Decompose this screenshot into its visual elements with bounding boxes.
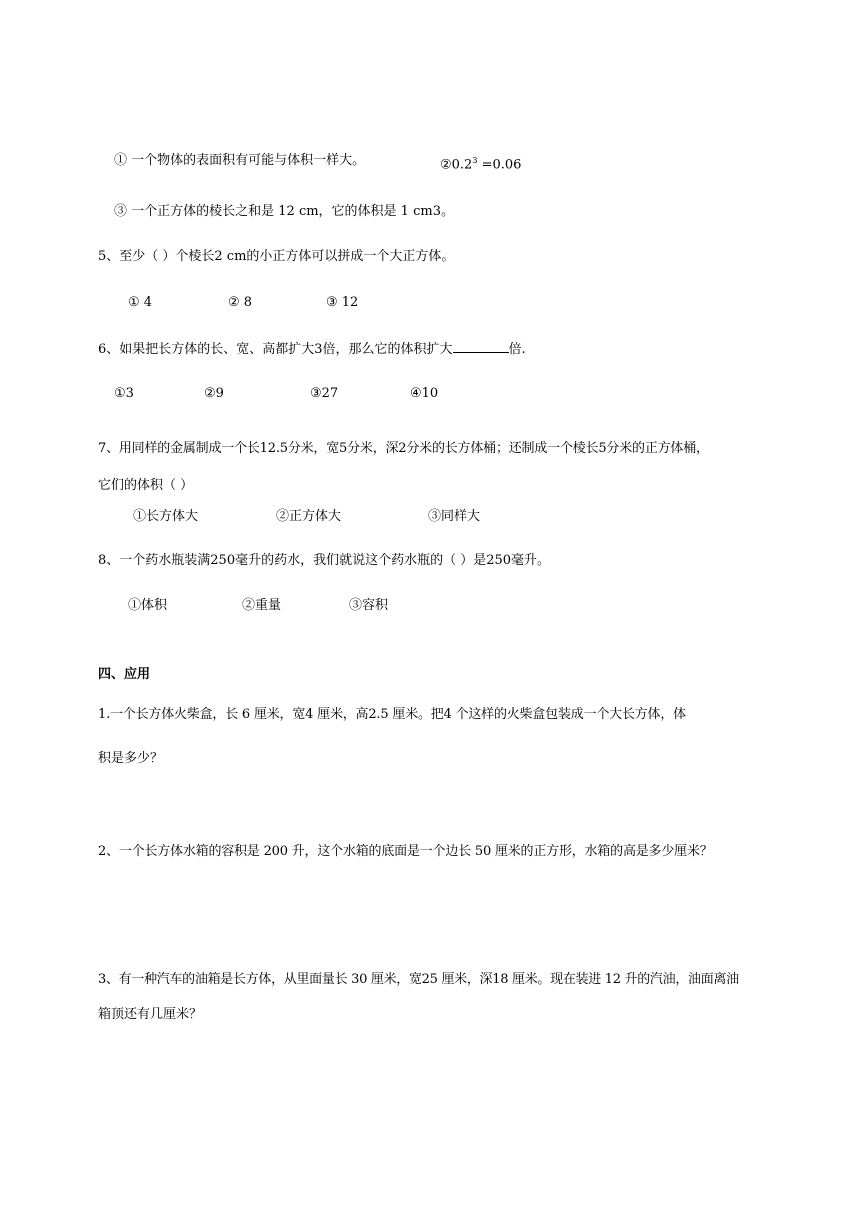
q4-item-2-exponent: 3 [472,156,478,165]
q6-option-1: ①3 [114,386,134,401]
q4-item-3: ③ 一个正方体的棱长之和是 12 cm，它的体积是 1 cm3。 [114,204,454,219]
q7-option-3: ③同样大 [428,509,481,524]
q4-item-2-base: ②0.2 [440,157,473,173]
problem-2: 2、一个长方体水箱的容积是 200 升，这个水箱的底面是一个边长 50 厘米的正方形，水箱的高是多少厘米？ [98,844,713,859]
problem-3-line-2: 箱顶还有几厘米？ [98,1007,203,1022]
q6-option-3: ③27 [310,386,339,401]
q5-option-2: ② 8 [228,295,253,310]
q6-answer-blank [453,340,509,353]
q6-option-4: ④10 [410,386,439,401]
q5-option-3: ③ 12 [326,295,359,310]
q8-option-1: ①体积 [128,598,168,613]
problem-3-line-1: 3、有一种汽车的油箱是长方体，从里面量长 30 厘米，宽25 厘米，深18 厘米。现在装进 12 升的汽油，油面离油 [98,972,739,987]
q6-text [98,340,526,359]
q6-text-after: 倍. [508,342,526,357]
section-heading: 四、应用 [98,667,151,682]
q8-option-3: ③容积 [349,598,389,613]
q8-text: 8、一个药水瓶装满250毫升的药水，我们就说这个药水瓶的（ ）是250毫升。 [98,553,551,568]
problem-1-line-2: 积是多少？ [98,751,164,766]
problem-1-line-1: 1.一个长方体火柴盒，长 6 厘米，宽4 厘米，高2.5 厘米。把4 个这样的火柴盒包装成一个大长方体，体 [98,707,686,722]
q6-option-2: ②9 [204,386,224,401]
q7-line-1: 7、用同样的金属制成一个长12.5分米，宽5分米，深2分米的长方体桶；还制成一个棱长5分米的正方体桶， [98,441,709,456]
q7-line-2: 它们的体积（ ） [98,478,194,493]
q7-option-2: ②正方体大 [276,509,342,524]
q8-option-2: ②重量 [242,598,282,613]
q6-text-before: 6、如果把长方体的长、宽、高都扩大3倍，那么它的体积扩大 [98,342,453,357]
q5-option-1: ① 4 [128,295,153,310]
q5-text: 5、至少（ ）个棱长2 cm的小正方体可以拼成一个大正方体。 [98,249,455,264]
q4-item-2-result: =0.06 [477,157,522,173]
q4-item-2 [440,152,521,174]
q7-option-1: ①长方体大 [133,509,199,524]
q4-item-1: ① 一个物体的表面积有可能与体积一样大。 [114,153,366,168]
